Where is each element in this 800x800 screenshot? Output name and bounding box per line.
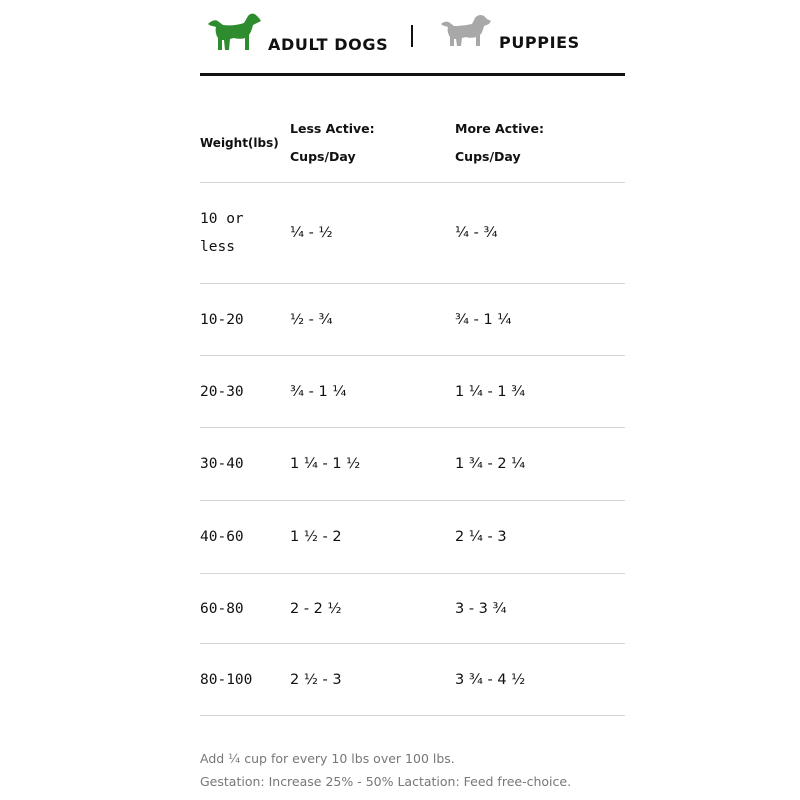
header-more-active-line1: More Active: [455,121,544,136]
weight-cell: 30-40 [200,456,244,472]
less-active-cell: 2 - 2 ½ [290,600,342,617]
feeding-notes [200,747,700,793]
puppy-icon [439,12,493,50]
more-active-cell: 1 ¾ - 2 ¼ [455,456,526,472]
table-row [200,183,625,284]
weight-cell: 80-100 [200,671,253,688]
more-active-cell: 1 ¼ - 1 ¾ [455,383,526,400]
note-over-100-lbs: Add ¼ cup for every 10 lbs over 100 lbs. [200,751,455,766]
weight-cell: 40-60 [200,529,244,545]
header-more-active-line2: Cups/Day [455,149,521,164]
more-active-cell: 3 - 3 ¾ [455,600,507,617]
more-active-cell: 2 ¼ - 3 [455,529,507,545]
tab-adult-dogs-label: ADULT DOGS [268,35,389,54]
weight-cell: 20-30 [200,383,244,400]
less-active-cell: 1 ½ - 2 [290,529,342,545]
more-active-cell: 3 ¾ - 4 ½ [455,671,526,688]
less-active-cell: 1 ¼ - 1 ½ [290,456,361,472]
less-active-cell: ¾ - 1 ¼ [290,383,347,400]
tab-separator [411,25,413,47]
table-row [200,501,625,574]
dog-type-tabs [200,0,625,76]
header-less-active-line1: Less Active: [290,121,375,136]
table-row [200,644,625,716]
table-row [200,284,625,356]
header-less-active [290,115,375,171]
more-active-cell: ¾ - 1 ¼ [455,311,512,328]
dog-icon [206,10,262,54]
more-active-cell: ¼ - ¾ [455,225,498,241]
weight-cell: 10-20 [200,311,244,328]
feeding-chart-table [200,110,625,716]
tab-puppies-label: PUPPIES [499,33,580,52]
table-row [200,574,625,644]
less-active-cell: ½ - ¾ [290,311,333,328]
active-tab-underline [200,73,625,76]
note-gestation-lactation: Gestation: Increase 25% - 50% Lactation: Feed free-choice. [200,774,572,789]
header-weight: Weight(lbs) [200,136,279,150]
header-less-active-line2: Cups/Day [290,149,356,164]
table-header-row [200,110,625,183]
header-more-active [455,115,544,171]
weight-cell: 10 or less [200,211,244,255]
table-row [200,356,625,428]
less-active-cell: 2 ½ - 3 [290,671,342,688]
less-active-cell: ¼ - ½ [290,225,333,241]
weight-cell: 60-80 [200,600,244,617]
table-row [200,428,625,501]
